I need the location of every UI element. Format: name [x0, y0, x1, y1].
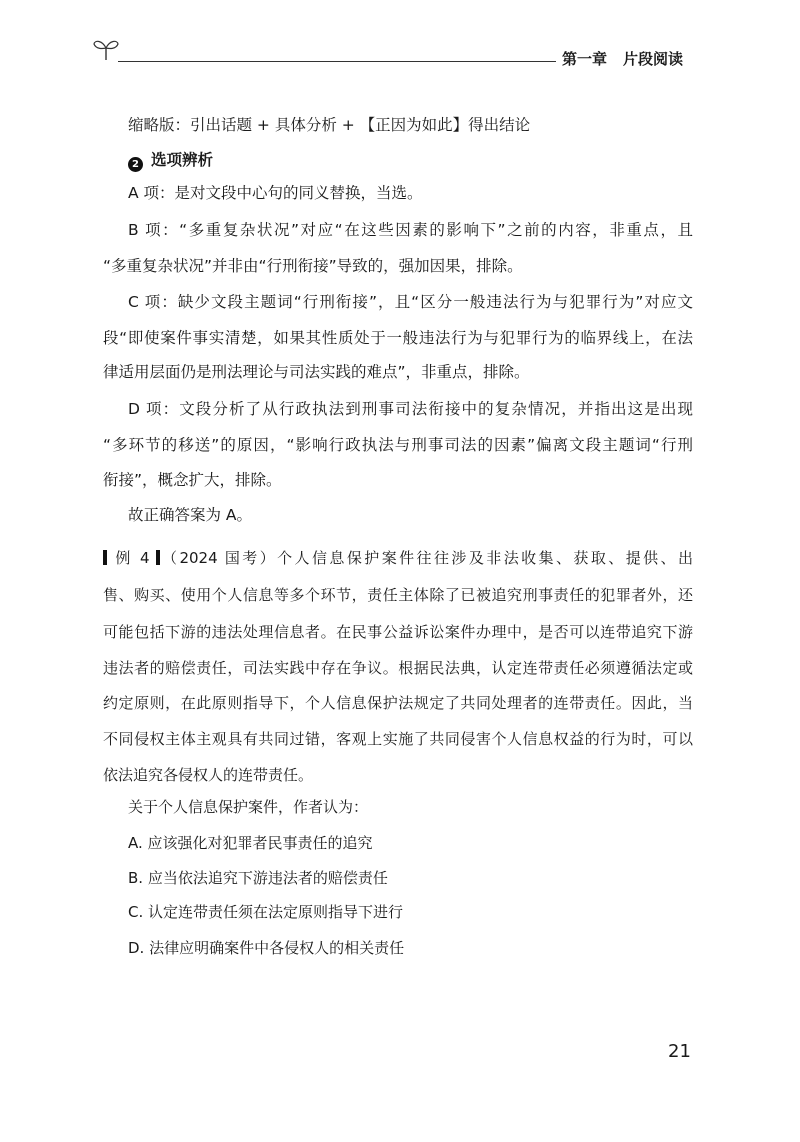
option-b: B. 应当依法追究下游违法者的赔偿责任	[128, 869, 388, 887]
analysis-line: 衔接”，概念扩大，排除。	[103, 471, 282, 489]
header-rule	[118, 61, 556, 62]
option-d: D. 法律应明确案件中各侵权人的相关责任	[128, 939, 405, 957]
example-source: （2024 国考）	[159, 549, 278, 567]
section-label: 片段阅读	[623, 50, 684, 68]
example-bracket-left	[103, 550, 107, 565]
example-label: 例 4	[113, 549, 150, 567]
example-line: 违法者的赔偿责任，司法实践中存在争议。根据民法典，认定连带责任必须遵循法定或	[103, 659, 693, 677]
option-a: A. 应该强化对犯罪者民事责任的追究	[128, 834, 373, 852]
option-c: C. 认定连带责任须在法定原则指导下进行	[128, 903, 404, 921]
analysis-line: D 项：文段分析了从行政执法到刑事司法衔接中的复杂情况，并指出这是出现	[128, 400, 693, 418]
chapter-label: 第一章	[562, 50, 608, 68]
example-line: 售、购买、使用个人信息等多个环节，责任主体除了已被追究刑事责任的犯罪者外，还	[103, 586, 693, 604]
running-header	[562, 47, 683, 71]
example-first-line	[103, 546, 693, 570]
answer-line: 故正确答案为 A。	[128, 506, 253, 524]
page-number: 21	[668, 1041, 691, 1062]
analysis-line: C 项：缺少文段主题词“行刑衔接”，且“区分一般违法行为与犯罪行为”对应文	[128, 293, 693, 311]
analysis-line: 段“即使案件事实清楚，如果其性质处于一般违法行为与犯罪行为的临界线上，在法	[103, 329, 693, 347]
example-text: 个人信息保护案件往往涉及非法收集、获取、提供、出	[277, 549, 693, 567]
example-line: 约定原则，在此原则指导下，个人信息保护法规定了共同处理者的连带责任。因此，当	[103, 694, 693, 712]
sprout-icon	[92, 34, 120, 62]
analysis-line: A 项：是对文段中心句的同义替换，当选。	[128, 184, 423, 202]
analysis-line: “多环节的移送”的原因，“影响行政执法与刑事司法的因素”偏离文段主题词“行刑	[103, 436, 693, 454]
example-line: 不同侵权主体主观具有共同过错，客观上实施了共同侵害个人信息权益的行为时，可以	[103, 730, 693, 748]
analysis-line: 律适用层面仍是刑法理论与司法实践的难点”，非重点，排除。	[103, 363, 530, 381]
example-line: 可能包括下游的违法处理信息者。在民事公益诉讼案件办理中，是否可以连带追究下游	[103, 623, 693, 641]
option-analysis-title: 选项辨析	[151, 151, 214, 169]
section-number-badge: 2	[128, 157, 143, 172]
option-analysis-heading	[128, 148, 693, 172]
analysis-line: “多重复杂状况”并非由“行刑衔接”导致的，强加因果，排除。	[103, 257, 523, 275]
example-line: 依法追究各侵权人的连带责任。	[103, 766, 314, 784]
summary-line: 缩略版：引出话题 + 具体分析 + 【正因为如此】得出结论	[128, 116, 531, 134]
analysis-line: B 项：“多重复杂状况”对应“在这些因素的影响下”之前的内容，非重点，且	[128, 221, 693, 239]
question-stem: 关于个人信息保护案件，作者认为：	[128, 798, 369, 816]
